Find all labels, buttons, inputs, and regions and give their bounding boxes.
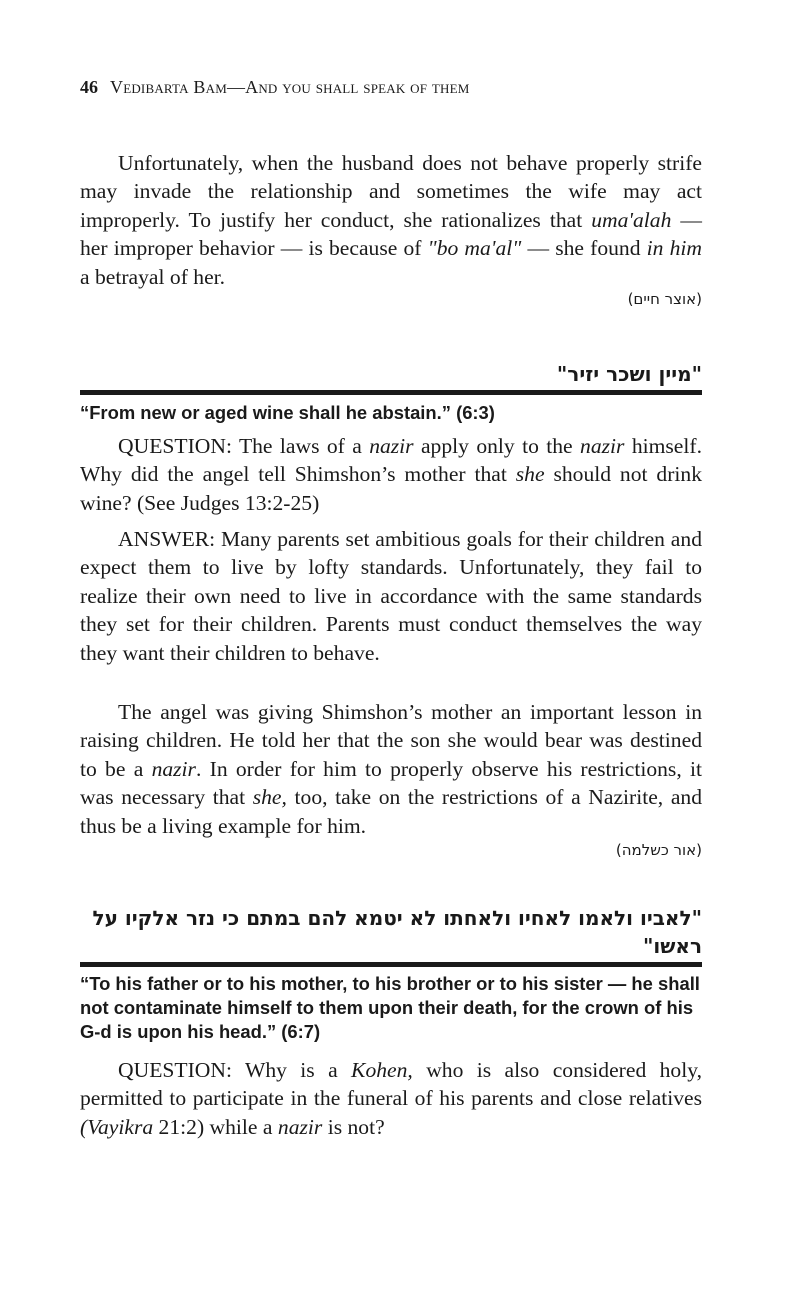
italic-term: nazir <box>369 434 414 458</box>
italic-term: she, <box>252 785 287 810</box>
question-paragraph <box>80 1056 702 1141</box>
text-run: . In order for him to properly observe his restrictions, it was necessary that <box>80 756 702 810</box>
text-run: himself. Why did the angel tell Shimshon’s mother that <box>80 434 702 487</box>
page-number: 46 <box>80 77 98 97</box>
verse-translation: “From new or aged wine shall he abstain.” (6:3) <box>80 402 495 423</box>
text-run: who is also considered holy, permitted to participate in the funeral of his parents and close relatives <box>80 1058 703 1111</box>
text-run: too, take on the restrictions of a Nazirite, and thus be a living example for him. <box>80 785 702 838</box>
italic-term: "bo ma'al" <box>427 236 522 261</box>
answer-paragraph: ANSWER: Many parents set ambitious goals for their children and expect them to live by lofty standards. Unfortunately, they fail to realize their own need to live in accordance with the same standards they set for their children. Parents must conduct themselves the way they want their children to behave. <box>80 527 702 665</box>
text-run: The angel was giving Shimshon’s mother an important lesson in raising children. He told her that the son she would bear was destined to be a <box>80 700 702 781</box>
italic-term: nazir <box>277 1114 323 1139</box>
text-run: 21:2) while a <box>153 1114 278 1139</box>
italic-term: nazir <box>151 756 196 781</box>
section-rule <box>80 962 702 967</box>
text-run: — her improper behavior — is because of <box>80 207 702 261</box>
intro-paragraph <box>80 149 702 291</box>
text-run: is not? <box>322 1114 385 1139</box>
italic-term: uma'alah <box>591 207 672 232</box>
running-title: Vedibarta Bam—And you shall speak of them <box>110 77 470 97</box>
italic-term: Kohen, <box>351 1058 413 1082</box>
italic-term: she <box>515 462 545 487</box>
italic-term: (Vayikra <box>80 1114 154 1139</box>
explanation-paragraph <box>80 698 702 840</box>
italic-term: in him <box>646 236 702 261</box>
question-paragraph <box>80 432 702 517</box>
text-run: should not drink wine? (See Judges 13:2-25) <box>80 462 702 515</box>
text-run: — she found <box>521 236 647 261</box>
text-run: QUESTION: Why is a <box>118 1058 352 1082</box>
section-rule <box>80 390 702 395</box>
text-run: a betrayal of her. <box>80 264 226 289</box>
text-run: QUESTION: The laws of a <box>118 434 370 458</box>
italic-term: nazir <box>580 434 625 458</box>
running-header <box>80 76 702 98</box>
hebrew-verse-heading: "לאביו ולאמו לאחיו ולאחתו לא יטמא להם במתם כי נזר אלקיו על ראשו" <box>92 906 702 958</box>
verse-translation: “To his father or to his mother, to his brother or to his sister — he shall not contaminate himself to them upon their death, for the crown of his G-d is upon his head.” (6:7) <box>80 973 700 1042</box>
source-citation: (אוצר חיים) <box>627 290 702 308</box>
text-run: apply only to the <box>413 434 581 458</box>
hebrew-verse-heading: "מיין ושכר יזיר" <box>556 362 702 386</box>
text-run: Unfortunately, when the husband does not behave properly strife may invade the relationship and sometimes the wife may act improperly. To justify her conduct, she rationalizes that <box>80 151 702 232</box>
source-citation: (אור כשלמה) <box>615 841 702 859</box>
